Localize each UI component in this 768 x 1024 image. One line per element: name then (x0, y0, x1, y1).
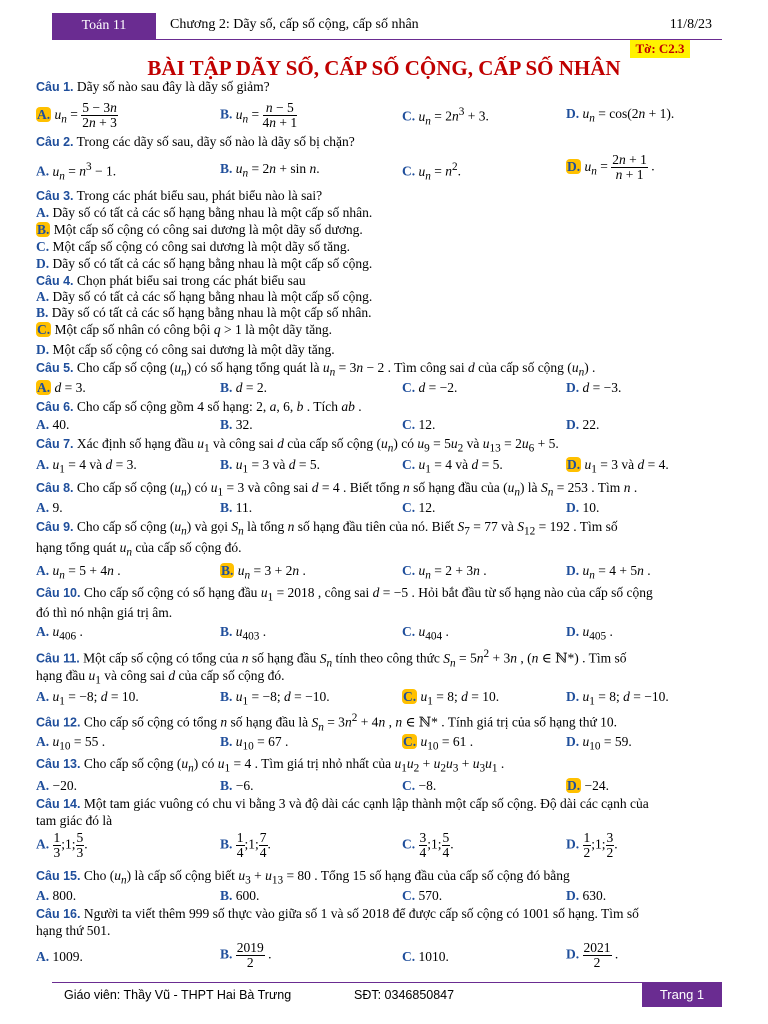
option-letter: C. (402, 457, 416, 472)
text-line: A. 9. B. 11. C. 12. D. 10. (36, 500, 600, 515)
text-line: Câu 12. Cho cấp số cộng có tổng n số hạng đầu là $S_n = 3n^2 + 4n$ , n ∈ ℕ* . Tính giá trị của số hạng thứ 10. (36, 712, 618, 734)
text-line: C. Một cấp số nhân có công bội q > 1 là một dãy tăng. (37, 322, 333, 337)
sheet-code-badge: Tờ: C2.3 (630, 40, 690, 58)
option-letter: C. (402, 163, 416, 179)
text-line: D. Một cấp số cộng có công sai dương là một dãy tăng. (36, 342, 335, 357)
text-line: A. d = 3. B. d = 2. C. d = −2. D. d = −3. (37, 380, 622, 395)
text-line: Câu 4. Chọn phát biểu sai trong các phát biểu sau (36, 273, 306, 288)
option-letter: A. (36, 417, 50, 432)
text-line: Câu 9. Cho cấp số cộng $(u_n)$ và gọi $S_n$ là tổng n số hạng đầu tiên của nó. Biết $S_7 = 77$ và $S_{12} = 192$ . Tìm số (36, 519, 618, 538)
option-letter-a-marked: A. (37, 106, 51, 122)
date-text: 11/8/23 (669, 17, 712, 32)
question-label: Câu 1. (36, 80, 74, 94)
option-letter: D. (566, 500, 580, 515)
question-label: Câu 16. (36, 907, 81, 921)
option-letter: D. (566, 380, 580, 395)
option-letter: C. (37, 322, 51, 337)
option-letter: D. (567, 778, 581, 793)
question-1 (36, 79, 270, 95)
option-letter: D. (567, 457, 581, 472)
phone-info: SĐT: 0346850847 (354, 988, 455, 1002)
option-letter: A. (36, 205, 50, 220)
option-letter: C. (402, 888, 416, 903)
text-line: hạng đầu $u_1$ và công sai d của cấp số cộng đó. (36, 668, 285, 687)
option-letter: D. (566, 689, 580, 704)
question-label: Câu 14. (36, 797, 81, 811)
option-letter: C. (402, 949, 416, 964)
question-label: Câu 13. (36, 757, 81, 771)
option-letter: C. (402, 380, 416, 395)
option-letter: D. (36, 342, 50, 357)
question-label: Câu 9. (36, 520, 74, 534)
option-letter: B. (220, 778, 233, 793)
option-letter: A. (36, 624, 50, 639)
option-letter: A. (36, 457, 50, 472)
text-line: B. Dãy số có tất cả các số hạng bằng nhau là một cấp số nhân. (36, 305, 372, 320)
text-line: A. $u_{10} = 55$ . B. $u_{10} = 67$ . C. $u_{10} = 61$ . D. $u_{10} = 59$. (36, 734, 632, 753)
page-title: BÀI TẬP DÃY SỐ, CẤP SỐ CỘNG, CẤP SỐ NHÂN (147, 56, 621, 80)
option-letter: B. (220, 457, 233, 472)
text-line: D. Dãy số có tất cả các số hạng bằng nhau là một cấp số cộng. (36, 256, 373, 271)
option-letter: B. (220, 417, 233, 432)
text-line: A. $u_1 = 4$ và d = 3. B. $u_1 = 3$ và d = 5. C. $u_1 = 4$ và d = 5. D. $u_1 = 3$ và d = 4. (36, 457, 669, 476)
option-letter: C. (402, 108, 416, 124)
question-2: Câu 2. Trong các dãy số sau, dãy số nào là dãy số bị chặn? (36, 134, 355, 149)
option-letter: D. (566, 563, 580, 578)
text-line: A. $u_n = 5 + 4n$ . B. $u_n = 3 + 2n$ . C. $u_n = 2 + 3n$ . D. $u_n = 4 + 5n$ . (36, 563, 651, 582)
subject-badge: Toán 11 (52, 13, 156, 39)
option-letter: B. (220, 624, 233, 639)
text-line: C. Một cấp số cộng có công sai dương là một dãy số tăng. (36, 239, 351, 254)
option-letter: A. (36, 689, 50, 704)
text-line: A. −20. B. −6. C. −8. D. −24. (36, 778, 609, 793)
text-line: A. Dãy số có tất cả các số hạng bằng nhau là một cấp số nhân. (36, 205, 373, 220)
option-letter: B. (220, 689, 233, 704)
question-label: Câu 10. (36, 586, 81, 600)
question-label: Câu 11. (36, 651, 80, 666)
option-letter: B. (220, 380, 233, 395)
text-line: A. $u_{406}$ . B. $u_{403}$ . C. $u_{404}$ . D. $u_{405}$ . (36, 624, 613, 643)
page-number-badge: Trang 1 (642, 983, 722, 1007)
text-line: A. 800. B. 600. C. 570. D. 630. (36, 888, 607, 903)
option-letter: D. (36, 256, 50, 271)
text-line: Câu 3. Trong các phát biểu sau, phát biểu nào là sai? (36, 188, 323, 203)
chapter-title: Chương 2: Dãy số, cấp số cộng, cấp số nhân (170, 17, 419, 32)
option-letter: B. (220, 161, 233, 176)
option-letter: B. (220, 500, 233, 515)
option-letter: A. (36, 500, 50, 515)
text-line: Câu 11. Một cấp số cộng có tổng của n số hạng đầu $S_n$ tính theo công thức $S_n = 5n^2 + 3n$ , (n ∈ ℕ*) . Tìm số (36, 648, 627, 670)
question-label: Câu 6. (36, 400, 74, 414)
page-header (52, 13, 722, 39)
option-letter: D. (566, 836, 580, 852)
option-letter: D. (566, 417, 580, 432)
option-letter: D. (566, 106, 580, 121)
option-letter: A. (36, 888, 50, 903)
option-letter: C. (402, 624, 416, 639)
option-letter: A. (36, 949, 50, 964)
option-letter: C. (402, 417, 416, 432)
question-label: Câu 3. (36, 189, 74, 203)
option-letter: C. (402, 836, 416, 852)
option-letter: A. (36, 734, 50, 749)
question-text: Dãy số nào sau đây là dãy số giảm? (76, 79, 270, 94)
text-line: Câu 10. Cho cấp số cộng có số hạng đầu $u_1 = 2018$ , công sai d = −5 . Hỏi bắt đầu từ số hạng nào của cấp số cộng (36, 585, 653, 604)
option-letter: C. (402, 563, 416, 578)
option-letter: B. (220, 888, 233, 903)
option-letter: A. (36, 563, 50, 578)
option-letter: A. (37, 380, 51, 395)
option-letter-d-marked: D. (567, 158, 581, 174)
option-letter: B. (220, 734, 233, 749)
option-letter: B. (37, 222, 50, 237)
header-divider (52, 39, 722, 40)
text-line: tam giác đó là (36, 813, 113, 828)
text-line: B. Một cấp số cộng có công sai dương là một dãy số dương. (37, 222, 363, 237)
options-2: A. $u_n = n^3 - 1$. B. $u_n = 2n + \sin n$. C. $u_n = n^2$. D. $u_n$ = $\frac{2n + 1}{n + 1}$ . (36, 152, 655, 183)
option-letter: C. (36, 239, 50, 254)
option-letter: B. (221, 563, 234, 578)
option-letter: A. (36, 836, 50, 852)
text-line: Câu 8. Cho cấp số cộng $(u_n)$ có $u_1 = 3$ và công sai d = 4 . Biết tổng n số hạng đầu của $(u_n)$ là $S_n = 253$ . Tìm n . (36, 480, 638, 499)
text-line: Câu 14. Một tam giác vuông có chu vi bằng 3 và độ dài các cạnh lập thành một cấp số cộng. Độ dài các cạnh của (36, 796, 649, 811)
option-letter: D. (566, 624, 580, 639)
option-letter: C. (402, 778, 416, 793)
option-letter: C. (402, 500, 416, 515)
question-label: Câu 4. (36, 274, 74, 288)
text-line: Câu 5. Cho cấp số cộng $(u_n)$ có số hạng tổng quát là $u_n = 3n - 2$ . Tìm công sai d của cấp số cộng $(u_n)$ . (36, 360, 596, 379)
question-label: Câu 12. (36, 715, 81, 730)
option-letter: A. (36, 163, 50, 179)
text-line: hạng thứ 501. (36, 923, 111, 938)
text-line: Câu 16. Người ta viết thêm 999 số thực vào giữa số 1 và số 2018 để được cấp số cộng có 1001 số hạng. Tìm số (36, 906, 639, 921)
option-letter: B. (36, 305, 49, 320)
option-letter: B. (220, 106, 233, 122)
text-line: Câu 13. Cho cấp số cộng $(u_n)$ có $u_1 = 4$ . Tìm giá trị nhỏ nhất của $u_1u_2 + u_2u_3 + u_3u_1$ . (36, 756, 505, 775)
text-line: đó thì nó nhận giá trị âm. (36, 605, 173, 620)
text-line: hạng tổng quát $u_n$ của cấp số cộng đó. (36, 540, 242, 559)
option-letter: A. (36, 289, 50, 304)
page-footer (52, 982, 722, 1007)
option-letter: D. (566, 734, 580, 749)
options-1: A. $u_n$ = $\frac{5 - 3n}{2n + 3}$ B. $u_n$ = $\frac{n - 5}{4n + 1}$ C. $u_n = 2n^3 + 3$. D. $u_n = \cos(2n + 1)$. (37, 100, 675, 130)
question-label: Câu 5. (36, 361, 74, 375)
text-line: Câu 7. Xác định số hạng đầu $u_1$ và công sai d của cấp số cộng $(u_n)$ có $u_9 = 5u_2$ và $u_{13} = 2u_6 + 5$. (36, 436, 559, 455)
option-letter: D. (566, 946, 580, 962)
option-letter: B. (220, 836, 233, 852)
option-letter: B. (220, 946, 233, 962)
teacher-info: Giáo viên: Thầy Vũ - THPT Hai Bà Trưng (64, 988, 292, 1002)
question-label: Câu 15. (36, 869, 81, 883)
option-letter: C. (403, 734, 417, 749)
text-line: A. Dãy số có tất cả các số hạng bằng nhau là một cấp số cộng. (36, 289, 373, 304)
option-letter: C. (403, 689, 417, 704)
question-label: Câu 7. (36, 437, 74, 451)
text-line: A. $\frac{1}{3}$ ;1; $\frac{5}{3}$ . B. $\frac{1}{4}$ ;1; $\frac{7}{4}$ . C. $\frac{3}{4}$ ;1; $\frac{5}{4}$ . D. $\frac{1}{2}$ ;1; $\frac{3}{2}$ . (36, 830, 618, 860)
text-line: A. 40. B. 32. C. 12. D. 22. (36, 417, 600, 432)
text-line: Câu 6. Cho cấp số cộng gồm 4 số hạng: 2, a, 6, b . Tích ab . (36, 399, 362, 414)
text-line: A. $u_1 = -8$; d = 10. B. $u_1 = -8$; d = −10. C. $u_1 = 8$; d = 10. D. $u_1 = 8$; d = −10. (36, 689, 669, 708)
question-label: Câu 8. (36, 481, 74, 495)
question-label: Câu 2. (36, 135, 74, 149)
text-line: Câu 15. Cho $(u_n)$ là cấp số cộng biết $u_3 + u_{13} = 80$ . Tổng 15 số hạng đầu của cấp số cộng đó bằng (36, 868, 570, 887)
option-letter: A. (36, 778, 50, 793)
option-letter: D. (566, 888, 580, 903)
text-line: A. 1009. B. $\frac{2019}{2}$ . C. 1010. D. $\frac{2021}{2}$ . (36, 940, 619, 970)
